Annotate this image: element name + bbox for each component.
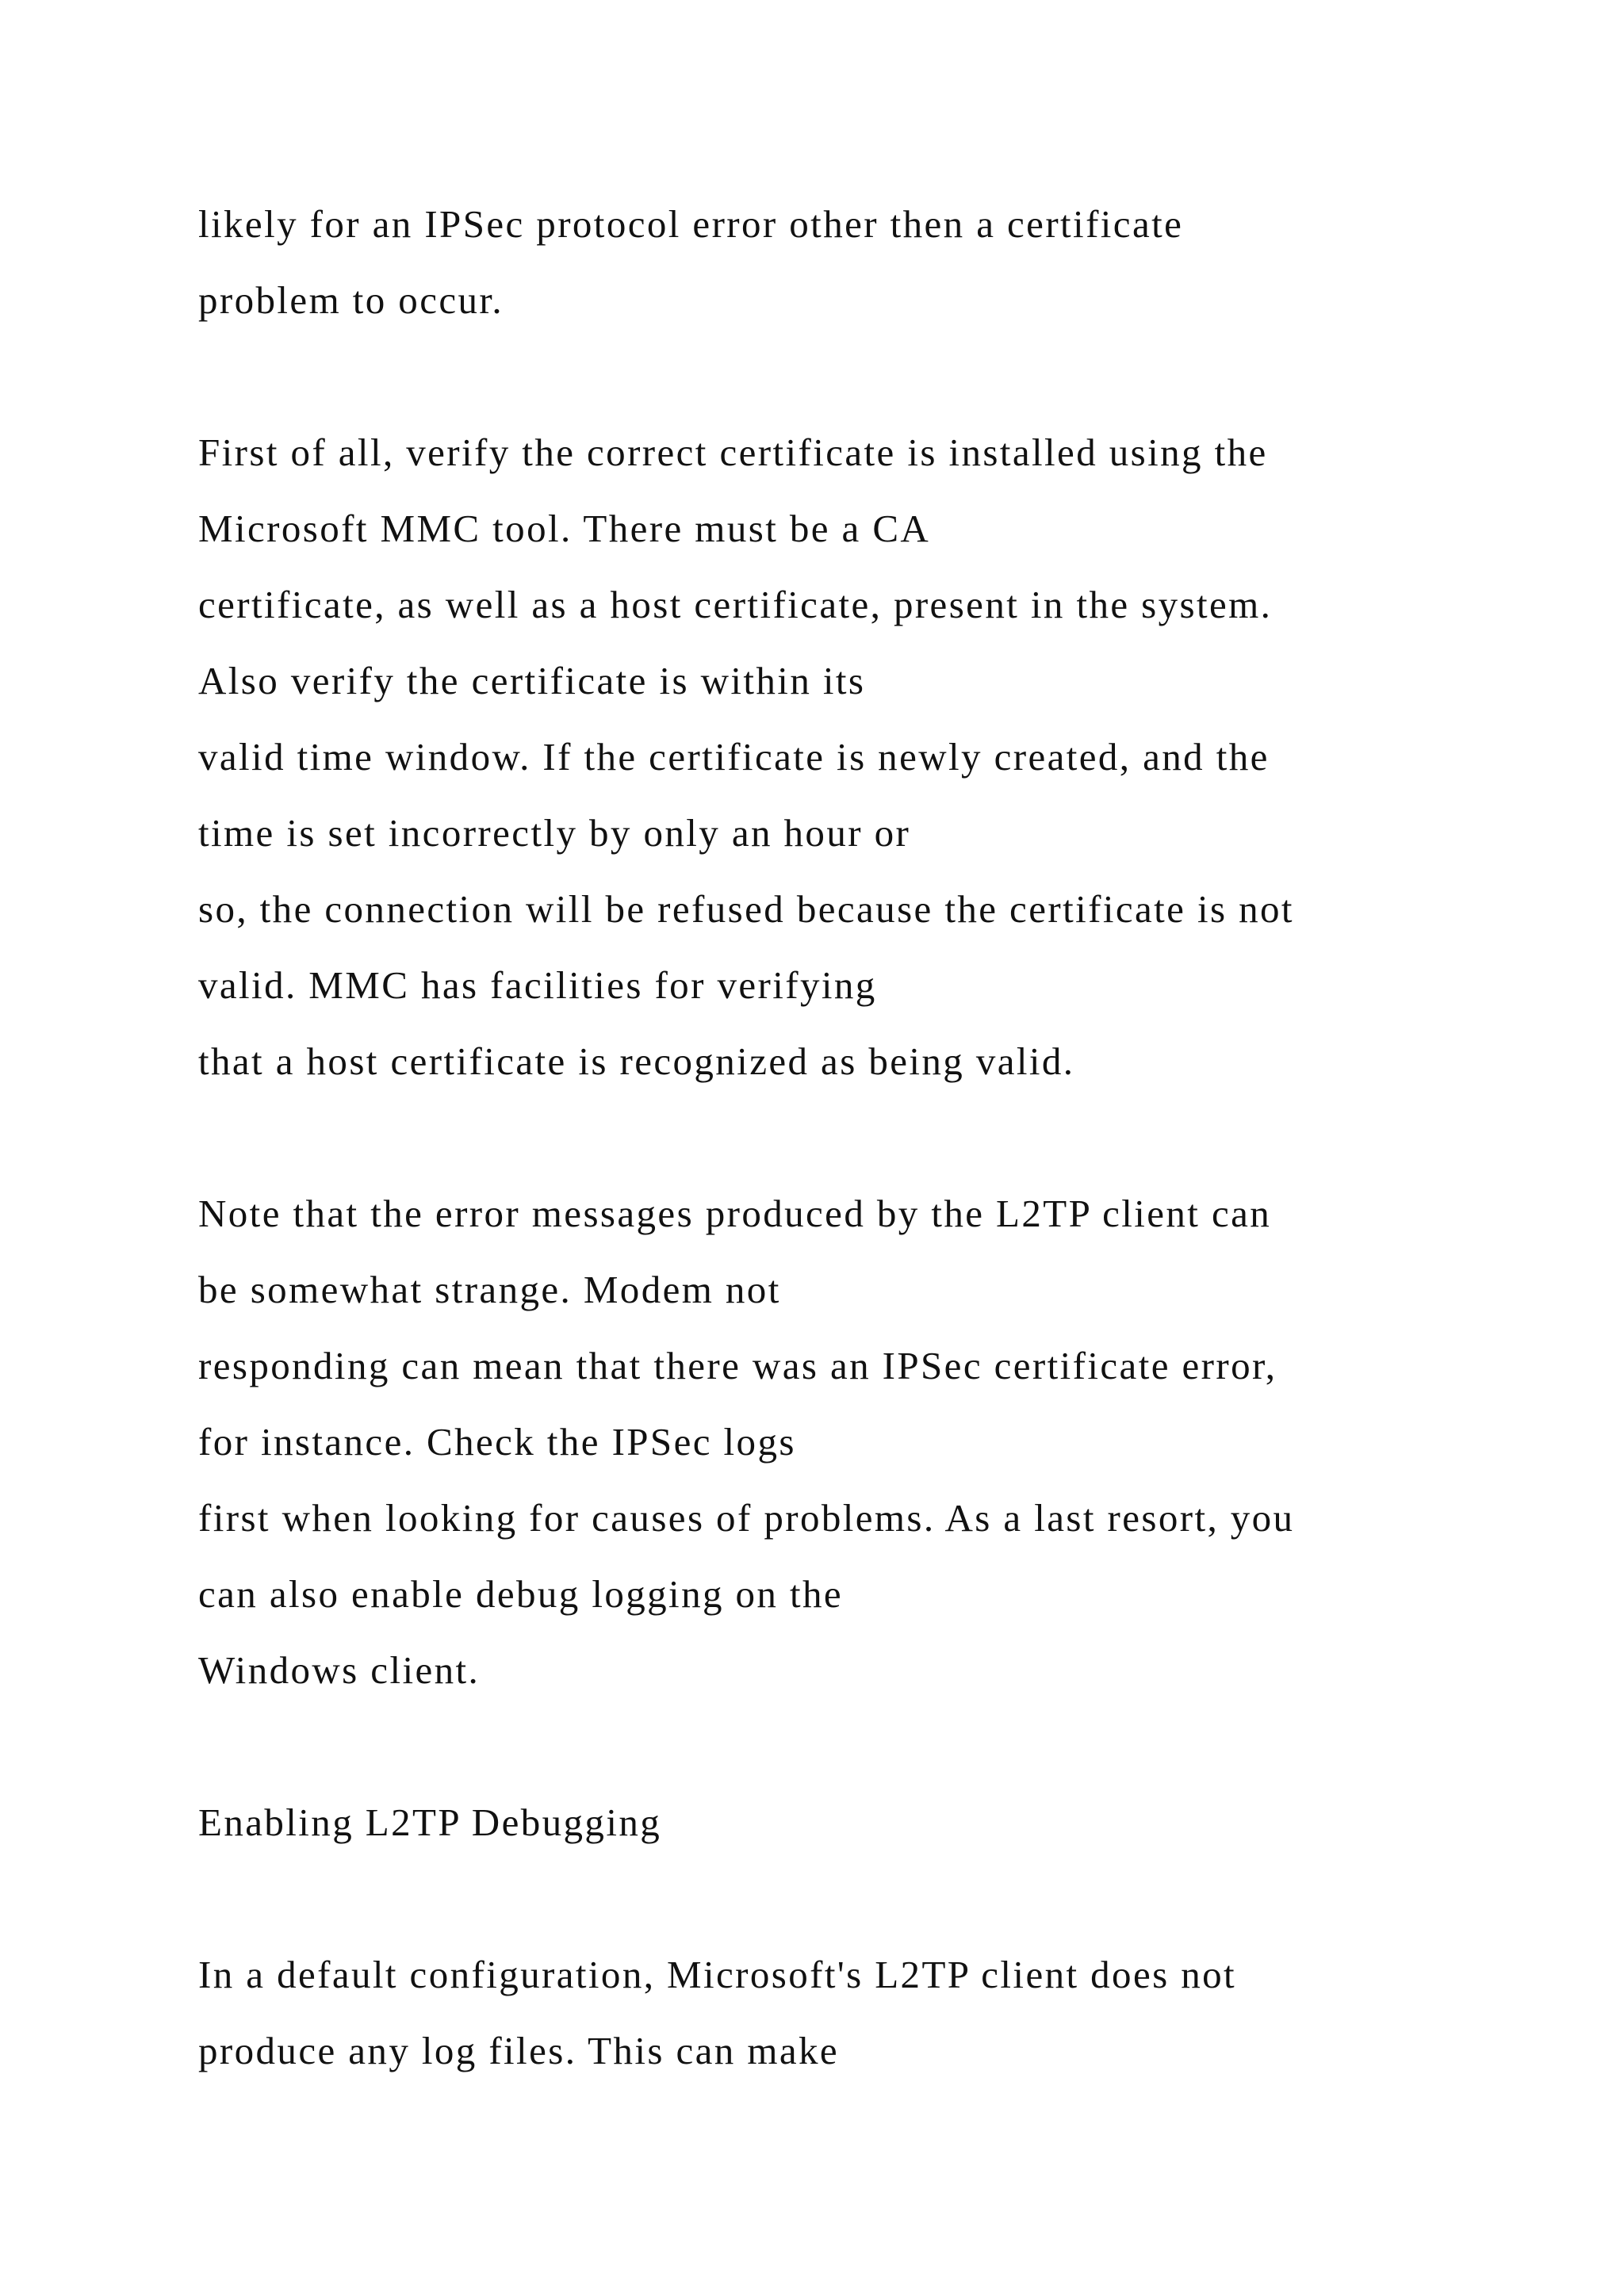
text-line: be somewhat strange. Modem not [198,1268,781,1311]
text-line: first when looking for causes of problems. As a last resort, you [198,1496,1295,1540]
text-line: responding can mean that there was an IPSec certificate error, [198,1344,1277,1387]
text-line: Also verify the certificate is within its [198,659,866,702]
section-heading: Enabling L2TP Debugging [198,1800,662,1844]
text-line: In a default configuration, Microsoft's L2TP client does not [198,1953,1237,1996]
text-line: valid. MMC has facilities for verifying [198,963,877,1007]
text-line: likely for an IPSec protocol error other then a certificate [198,202,1184,246]
text-line: problem to occur. [198,278,504,322]
text-line: can also enable debug logging on the [198,1572,844,1616]
text-line: time is set incorrectly by only an hour or [198,811,911,855]
text-line: that a host certificate is recognized as being valid. [198,1039,1075,1083]
text-line: First of all, verify the correct certificate is installed using the [198,430,1268,474]
text-line: produce any log files. This can make [198,2029,840,2072]
text-line: Windows client. [198,1648,481,1692]
text-line: certificate, as well as a host certificate, present in the system. [198,583,1273,626]
text-line: Note that the error messages produced by the L2TP client can [198,1192,1272,1235]
text-line: Microsoft MMC tool. There must be a CA [198,507,931,550]
text-line: so, the connection will be refused because the certificate is not [198,887,1294,931]
text-line: for instance. Check the IPSec logs [198,1420,796,1464]
text-line: valid time window. If the certificate is newly created, and the [198,735,1270,779]
